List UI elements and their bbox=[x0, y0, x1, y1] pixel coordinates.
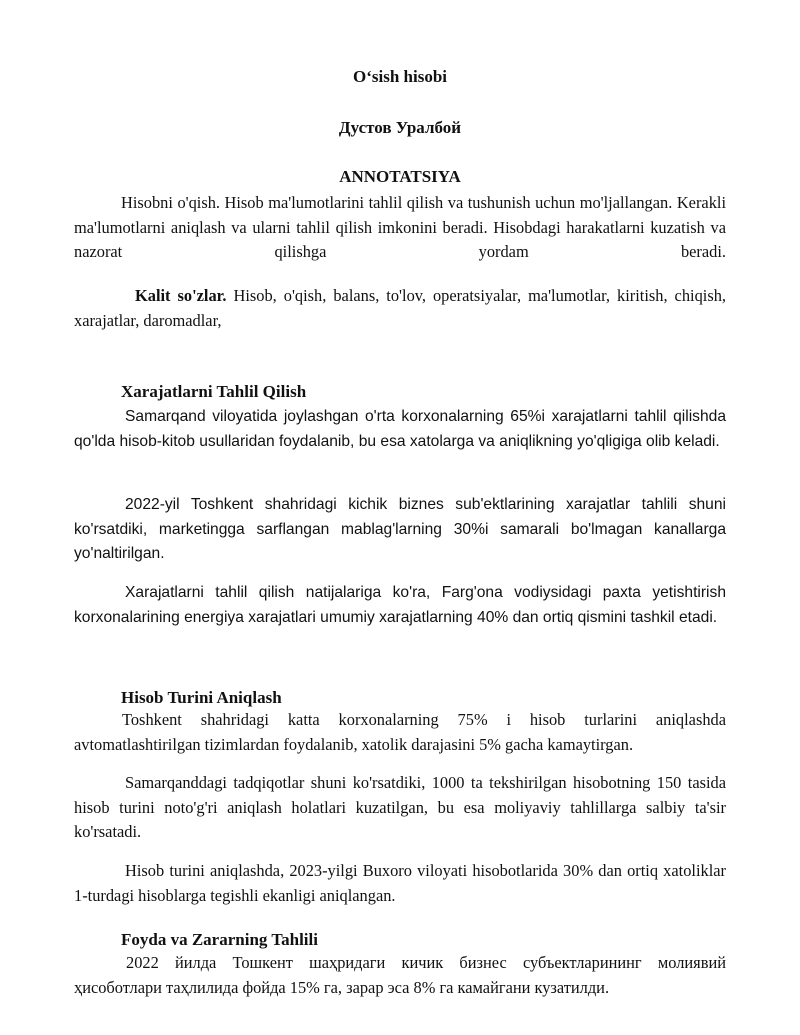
section-paragraph: Hisob turini aniqlashda, 2023-yilgi Buxoro viloyati hisobotlarida 30% dan ortiq xatoliklar 1-turdagi hisoblarga tegishli ekanligi aniqlangan. bbox=[74, 861, 726, 905]
section-paragraph: 2022 йилда Тошкент шаҳридаги кичик бизнес субъектларининг молиявий ҳисоботлари таҳлилида фойда 15% га, зарар эса 8% га камайгани кузатилди. bbox=[74, 953, 726, 997]
annotation-heading: ANNOTATSIYA bbox=[339, 167, 461, 186]
keywords-label: Kalit so'zlar. bbox=[135, 286, 227, 305]
section-heading-cost-analysis: Xarajatlarni Tahlil Qilish bbox=[121, 382, 307, 401]
section-heading-profit-loss: Foyda va Zararning Tahlili bbox=[121, 930, 318, 949]
abstract-paragraph: Hisobni o'qish. Hisob ma'lumotlarini tahlil qilish va tushunish uchun mo'ljallangan. Kerakli ma'lumotlarni aniqlash va ularni tahlil qilish imkonini beradi. Hisobdagi harakatlarni kuzatish va nazorat qilishga yordam beradi. bbox=[74, 193, 726, 261]
section-heading-account-type: Hisob Turini Aniqlash bbox=[121, 688, 282, 707]
section-paragraph: Toshkent shahridagi katta korxonalarning 75% i hisob turlarini aniqlashda avtomatlashtirilgan tizimlardan foydalanib, xatolik darajasini 5% gacha kamaytirgan. bbox=[74, 710, 726, 754]
section-paragraph: Xarajatlarni tahlil qilish natijalariga ko'ra, Farg'ona vodiysidagi paxta yetishtirish korxonalarining energiya xarajatlari umumiy xarajatlarning 40% dan ortiq qismini tashkil etadi. bbox=[74, 584, 726, 626]
author-name: Дустов Уралбой bbox=[338, 118, 462, 137]
keywords-text: Hisob, o'qish, balans, to'lov, operatsiyalar, ma'lumotlar, kiritish, chiqish, xarajatlar, daromadlar, bbox=[74, 286, 726, 330]
section-paragraph: Samarqanddagi tadqiqotlar shuni ko'rsatdiki, 1000 ta tekshirilgan hisobotning 150 tasida hisob turini noto'g'ri aniqlash holatlari kuzatilgan, bu esa moliyaviy tahlillarga salbiy ta'sir ko'rsatadi. bbox=[74, 773, 726, 841]
keywords-paragraph bbox=[74, 284, 726, 333]
document-title: O‘sish hisobi bbox=[352, 67, 447, 86]
section-paragraph: Samarqand viloyatida joylashgan o'rta korxonalarning 65%i xarajatlarni tahlil qilishda qo'lda hisob-kitob usullaridan foydalanib, bu esa xatolarga va aniqlikning yo'qligiga olib keladi. bbox=[74, 408, 726, 450]
section-paragraph: 2022-yil Toshkent shahridagi kichik biznes sub'ektlarining xarajatlar tahlili shuni ko'rsatdiki, marketingga sarflangan mablag'larning 30%i samarali bo'lmagan kanallarga yo'naltirilgan. bbox=[74, 496, 726, 562]
